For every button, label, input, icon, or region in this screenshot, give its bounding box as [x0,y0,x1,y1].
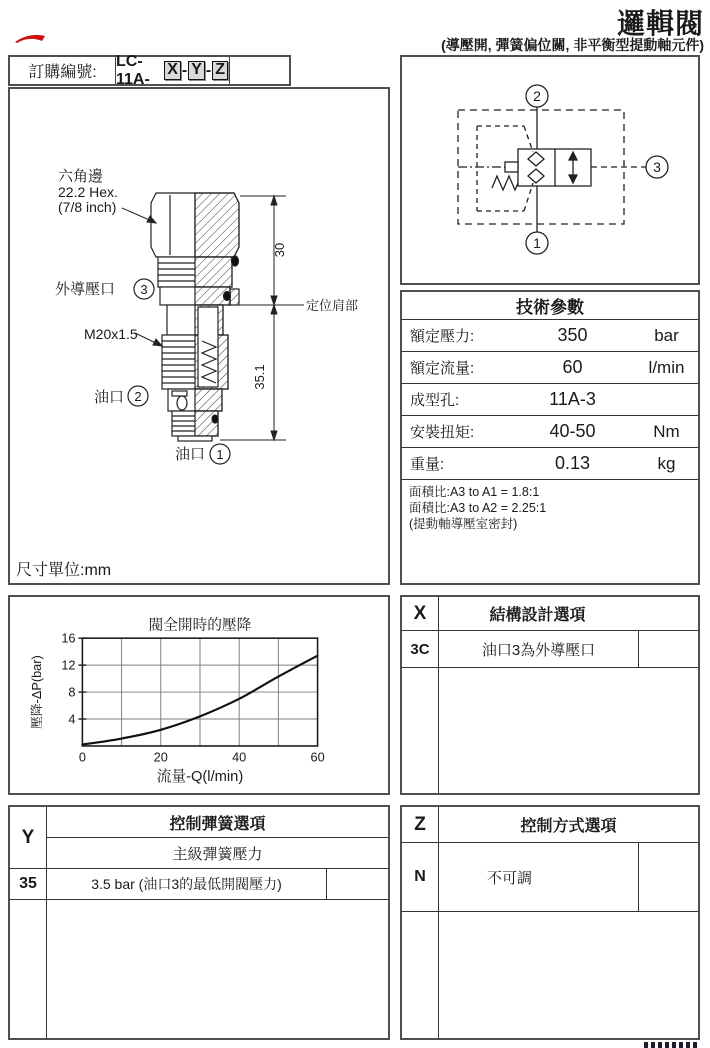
order-code-x: X [164,61,181,80]
tech-table-title: 技術參數 [402,292,698,320]
page-title: 邏輯閥 [616,8,704,39]
table-row [402,631,698,668]
param-label: 重量: [410,456,445,473]
param-label: 成型孔: [410,392,460,409]
param-value: 350 [557,325,588,345]
order-code-box [8,52,291,88]
pressure-drop-chart-panel [8,595,390,795]
param-unit: Nm [653,421,680,441]
port1-number: 1 [216,447,224,462]
chart-xlabel: 流量-Q(l/min) [156,769,244,786]
hex-label-line2: 22.2 Hex. [58,184,118,200]
pilot-port-label: 外導壓口 [55,281,116,298]
pilot-piston-icon [505,162,518,172]
pilot-port-number: 3 [140,282,148,297]
port1-label: 油口 [175,446,206,463]
param-value: 60 [562,357,583,377]
svg-text:60: 60 [310,749,325,765]
page-footer-fragment [644,1042,700,1048]
option-code: 3C [402,631,439,667]
z-table-title: 控制方式選項 [520,818,617,835]
empty-cell [639,631,698,667]
order-code-prefix: LC-11A- [116,52,150,88]
spring-icon [492,176,518,190]
param-value: 0.13 [554,453,591,473]
y-table-header [10,807,388,869]
svg-text:16: 16 [61,630,76,646]
empty-cell [327,869,388,899]
param-label: 額定流量: [410,360,475,377]
order-code-sep2: - [205,61,212,79]
param-label: 額定壓力: [410,328,475,345]
hydraulic-symbol-diagram [402,57,698,283]
z-table-empty-body [402,912,698,1038]
z-code-header: Z [402,807,439,842]
hex-label-line3: (7/8 inch) [58,199,117,215]
y-table-subtitle: 主級彈簧壓力 [172,845,263,863]
z-options-table [400,805,700,1040]
order-code-y: Y [188,61,205,80]
swoosh-icon [14,33,50,46]
param-unit: bar [654,325,679,345]
svg-text:12: 12 [61,657,76,673]
note-area-ratio-2: 面積比:A3 to A2 = 2.25:1 [409,501,547,515]
symbol-port-side: 3 [653,159,661,175]
x-table-empty-body [402,668,698,793]
order-code-sep1: - [181,61,188,79]
table-row [10,869,388,900]
tech-notes [402,480,698,532]
order-code-z: Z [212,61,228,80]
technical-parameters-table [400,290,700,585]
order-empty-cell [230,57,289,84]
y-code-header: Y [10,807,47,868]
table-row [402,448,698,480]
empty-cell [639,843,698,911]
note-area-ratio-1: 面積比:A3 to A1 = 1.8:1 [409,485,540,499]
brand-logo-swoosh [14,33,50,46]
valve-body-outline [151,193,239,441]
valve-cross-section-drawing [10,89,388,559]
svg-text:4: 4 [68,711,76,727]
symbol-port-bottom: 1 [533,235,541,251]
hydraulic-symbol-panel [400,55,700,285]
svg-text:40: 40 [232,749,247,765]
option-description: 不可調 [439,843,639,911]
param-value: 40-50 [549,421,596,441]
x-table-title: 結構設計選項 [489,607,586,624]
svg-text:20: 20 [153,749,168,765]
x-code-header: X [402,597,439,630]
dimension-unit-note: 尺寸單位:mm [16,562,112,579]
table-row [402,352,698,384]
x-options-table [400,595,700,795]
page-subtitle: (導壓開, 彈簧偏位關, 非平衡型提動軸元件) [441,37,704,53]
table-row [402,416,698,448]
option-description: 油口3為外導壓口 [439,631,639,667]
option-code: 35 [10,869,47,899]
chart-ylabel: 壓降-ΔP(bar) [29,655,45,729]
order-code [116,52,230,88]
chart-title: 閥全開時的壓降 [148,617,252,634]
note-seal: (提動軸導壓室密封) [409,517,518,531]
symbol-port-top: 2 [533,88,541,104]
table-row [402,384,698,416]
y-options-table [8,805,390,1040]
y-table-empty-body [10,900,388,1038]
chart-plot-area [61,631,324,765]
port2-number: 2 [134,389,142,404]
valve-drawing-panel [8,87,390,585]
param-unit: kg [657,453,676,473]
param-label: 安裝扭矩: [410,424,475,441]
table-row [402,320,698,352]
param-value: 11A-3 [549,389,596,409]
shoulder-label: 定位肩部 [306,298,359,313]
svg-text:0: 0 [78,749,86,765]
table-row [402,843,698,912]
y-table-title: 控制彈簧選項 [47,807,388,838]
z-table-header [402,807,698,843]
order-label: 訂購編號: [10,57,116,84]
option-description: 3.5 bar (油口3的最低開閥壓力) [47,869,327,899]
dimension-35-1: 35.1 [252,364,267,390]
hex-label-line1: 六角邊 [58,168,104,185]
pressure-drop-chart [10,597,388,793]
port2-label: 油口 [94,389,125,406]
dimension-30: 30 [272,242,287,258]
x-table-header [402,597,698,631]
thread-label: M20x1.5 [84,326,138,342]
param-unit: l/min [648,357,685,377]
option-code: N [402,843,439,911]
svg-text:8: 8 [68,684,76,700]
